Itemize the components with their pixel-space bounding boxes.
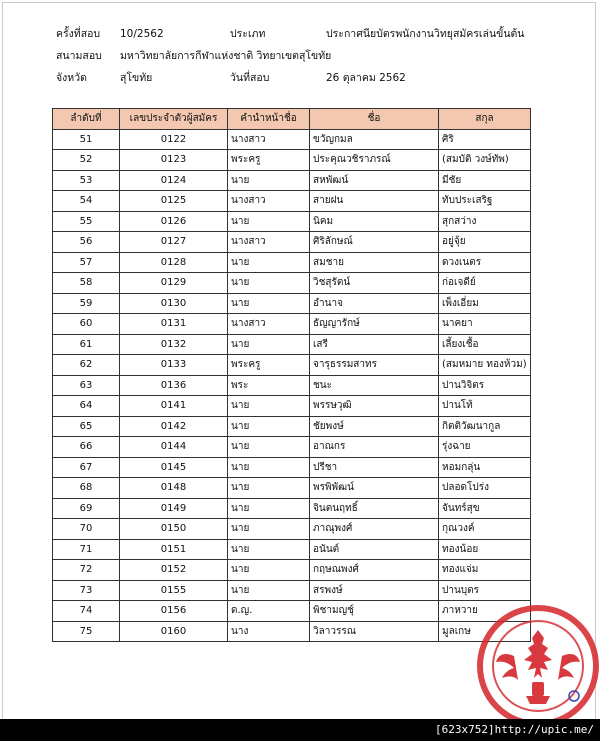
last-name-cell: ปานวิจิตร bbox=[439, 375, 531, 396]
last-name-cell: จันทร์สุข bbox=[439, 498, 531, 519]
applicant-id-cell: 0123 bbox=[120, 150, 228, 171]
applicant-id-cell: 0151 bbox=[120, 539, 228, 560]
order-cell: 55 bbox=[53, 211, 120, 232]
last-name-cell: นาคยา bbox=[439, 314, 531, 335]
applicant-id-cell: 0149 bbox=[120, 498, 228, 519]
first-name-cell: อาณกร bbox=[310, 437, 439, 458]
order-cell: 58 bbox=[53, 273, 120, 294]
first-name-cell: ชนะ bbox=[310, 375, 439, 396]
column-header-title: คำนำหน้าชื่อ bbox=[228, 109, 310, 130]
first-name-cell: สรพงษ์ bbox=[310, 580, 439, 601]
table-row bbox=[53, 150, 531, 171]
venue-label: สนามสอบ bbox=[56, 50, 102, 62]
table-row bbox=[53, 396, 531, 417]
last-name-cell: (สมหมาย ทองห้วม) bbox=[439, 355, 531, 376]
table-row bbox=[53, 478, 531, 499]
table-row bbox=[53, 273, 531, 294]
last-name-cell: ก่อเจดีย์ bbox=[439, 273, 531, 294]
applicant-id-cell: 0155 bbox=[120, 580, 228, 601]
table-row bbox=[53, 601, 531, 622]
applicant-id-cell: 0130 bbox=[120, 293, 228, 314]
title-cell: นาย bbox=[228, 252, 310, 273]
title-cell: พระ bbox=[228, 375, 310, 396]
applicant-id-cell: 0152 bbox=[120, 560, 228, 581]
applicant-id-cell: 0127 bbox=[120, 232, 228, 253]
column-header-applicant-id: เลขประจำตัวผู้สมัคร bbox=[120, 109, 228, 130]
first-name-cell: กฤษณพงศ์ bbox=[310, 560, 439, 581]
table-row bbox=[53, 211, 531, 232]
first-name-cell: พรรษวุฒิ bbox=[310, 396, 439, 417]
first-name-cell: สหพัฒน์ bbox=[310, 170, 439, 191]
table-row bbox=[53, 539, 531, 560]
first-name-cell: จินตนฤทธิ์ bbox=[310, 498, 439, 519]
title-cell: พระครู bbox=[228, 355, 310, 376]
table-row bbox=[53, 191, 531, 212]
order-cell: 64 bbox=[53, 396, 120, 417]
order-cell: 60 bbox=[53, 314, 120, 335]
column-header-first-name: ชื่อ bbox=[310, 109, 439, 130]
order-cell: 52 bbox=[53, 150, 120, 171]
order-cell: 69 bbox=[53, 498, 120, 519]
last-name-cell: (สมบัติ วงษ์ทัพ) bbox=[439, 150, 531, 171]
applicant-id-cell: 0133 bbox=[120, 355, 228, 376]
last-name-cell: ปลอดโปร่ง bbox=[439, 478, 531, 499]
title-cell: นาย bbox=[228, 170, 310, 191]
title-cell: นาย bbox=[228, 293, 310, 314]
image-host-watermark: [623x752]http://upic.me/ bbox=[0, 719, 600, 741]
last-name-cell: ปานบุตร bbox=[439, 580, 531, 601]
last-name-cell: เพ็งเอี่ยม bbox=[439, 293, 531, 314]
first-name-cell: พิชามญชุ์ bbox=[310, 601, 439, 622]
first-name-cell: ประคุณวชิราภรณ์ bbox=[310, 150, 439, 171]
last-name-cell: ปานโท้ bbox=[439, 396, 531, 417]
title-cell: นางสาว bbox=[228, 314, 310, 335]
type-value: ประกาศนียบัตรพนักงานวิทยุสมัครเล่นขั้นต้น bbox=[326, 28, 525, 40]
applicant-id-cell: 0129 bbox=[120, 273, 228, 294]
applicant-id-cell: 0150 bbox=[120, 519, 228, 540]
last-name-cell: สุกสว่าง bbox=[439, 211, 531, 232]
first-name-cell: ธัญญารักษ์ bbox=[310, 314, 439, 335]
table-row bbox=[53, 621, 531, 642]
last-name-cell: หอมกลุ่น bbox=[439, 457, 531, 478]
applicant-id-cell: 0124 bbox=[120, 170, 228, 191]
round-label: ครั้งที่สอบ bbox=[56, 28, 101, 40]
title-cell: นาย bbox=[228, 519, 310, 540]
title-cell: นางสาว bbox=[228, 129, 310, 150]
last-name-cell: ทับประเสริฐ bbox=[439, 191, 531, 212]
first-name-cell: เสรี bbox=[310, 334, 439, 355]
first-name-cell: วิชสุรัตน์ bbox=[310, 273, 439, 294]
table-row bbox=[53, 129, 531, 150]
type-label: ประเภท bbox=[230, 28, 266, 40]
applicant-id-cell: 0128 bbox=[120, 252, 228, 273]
round-value: 10/2562 bbox=[120, 28, 164, 40]
first-name-cell: พรพิพัฒน์ bbox=[310, 478, 439, 499]
title-cell: นาง bbox=[228, 621, 310, 642]
applicant-id-cell: 0125 bbox=[120, 191, 228, 212]
title-cell: นาย bbox=[228, 580, 310, 601]
first-name-cell: ชัยพงษ์ bbox=[310, 416, 439, 437]
order-cell: 51 bbox=[53, 129, 120, 150]
order-cell: 70 bbox=[53, 519, 120, 540]
table-header-row bbox=[53, 109, 531, 130]
table-row bbox=[53, 580, 531, 601]
garuda-seal-icon bbox=[474, 600, 600, 730]
last-name-cell: เลี้ยงเชื้อ bbox=[439, 334, 531, 355]
last-name-cell: ภาหวาย bbox=[439, 601, 531, 622]
title-cell: นาย bbox=[228, 334, 310, 355]
title-cell: นาย bbox=[228, 478, 310, 499]
title-cell: นางสาว bbox=[228, 232, 310, 253]
table-row bbox=[53, 355, 531, 376]
table-row bbox=[53, 252, 531, 273]
order-cell: 71 bbox=[53, 539, 120, 560]
order-cell: 72 bbox=[53, 560, 120, 581]
province-value: สุโขทัย bbox=[120, 72, 153, 84]
order-cell: 74 bbox=[53, 601, 120, 622]
table-row bbox=[53, 293, 531, 314]
table-row bbox=[53, 314, 531, 335]
applicant-id-cell: 0131 bbox=[120, 314, 228, 335]
order-cell: 73 bbox=[53, 580, 120, 601]
order-cell: 62 bbox=[53, 355, 120, 376]
table-row bbox=[53, 170, 531, 191]
candidate-table bbox=[52, 108, 531, 642]
title-cell: นาย bbox=[228, 560, 310, 581]
table-row bbox=[53, 437, 531, 458]
table-row bbox=[53, 416, 531, 437]
applicant-id-cell: 0144 bbox=[120, 437, 228, 458]
title-cell: นาย bbox=[228, 211, 310, 232]
order-cell: 61 bbox=[53, 334, 120, 355]
venue-value: มหาวิทยาลัยการกีฬาแห่งชาติ วิทยาเขตสุโขทัย bbox=[120, 50, 332, 62]
applicant-id-cell: 0145 bbox=[120, 457, 228, 478]
column-header-last-name: สกุล bbox=[439, 109, 531, 130]
order-cell: 56 bbox=[53, 232, 120, 253]
table-row bbox=[53, 334, 531, 355]
applicant-id-cell: 0136 bbox=[120, 375, 228, 396]
title-cell: นาย bbox=[228, 539, 310, 560]
first-name-cell: ภาณุพงศ์ bbox=[310, 519, 439, 540]
title-cell: ด.ญ. bbox=[228, 601, 310, 622]
last-name-cell: อยู่จุ้ย bbox=[439, 232, 531, 253]
exam-date-label: วันที่สอบ bbox=[230, 72, 270, 84]
first-name-cell: สมชาย bbox=[310, 252, 439, 273]
order-cell: 67 bbox=[53, 457, 120, 478]
title-cell: นาย bbox=[228, 273, 310, 294]
applicant-id-cell: 0142 bbox=[120, 416, 228, 437]
first-name-cell: ขวัญกมล bbox=[310, 129, 439, 150]
order-cell: 66 bbox=[53, 437, 120, 458]
last-name-cell: มีชัย bbox=[439, 170, 531, 191]
table-row bbox=[53, 375, 531, 396]
first-name-cell: จารุธรรมสาทร bbox=[310, 355, 439, 376]
applicant-id-cell: 0160 bbox=[120, 621, 228, 642]
exam-date-value: 26 ตุลาคม 2562 bbox=[326, 72, 406, 84]
title-cell: นาย bbox=[228, 396, 310, 417]
title-cell: นาย bbox=[228, 416, 310, 437]
first-name-cell: อนันต์ bbox=[310, 539, 439, 560]
table-row bbox=[53, 232, 531, 253]
last-name-cell: กิตติวัฒนากูล bbox=[439, 416, 531, 437]
order-cell: 59 bbox=[53, 293, 120, 314]
title-cell: พระครู bbox=[228, 150, 310, 171]
applicant-id-cell: 0156 bbox=[120, 601, 228, 622]
first-name-cell: นิคม bbox=[310, 211, 439, 232]
last-name-cell: ศิริ bbox=[439, 129, 531, 150]
applicant-id-cell: 0132 bbox=[120, 334, 228, 355]
first-name-cell: ปรีชา bbox=[310, 457, 439, 478]
table-row bbox=[53, 560, 531, 581]
province-label: จังหวัด bbox=[56, 72, 87, 84]
last-name-cell: กุณวงค์ bbox=[439, 519, 531, 540]
applicant-id-cell: 0122 bbox=[120, 129, 228, 150]
last-name-cell: ทองแจ่ม bbox=[439, 560, 531, 581]
order-cell: 53 bbox=[53, 170, 120, 191]
first-name-cell: สายฝน bbox=[310, 191, 439, 212]
order-cell: 63 bbox=[53, 375, 120, 396]
title-cell: นาย bbox=[228, 457, 310, 478]
title-cell: นางสาว bbox=[228, 191, 310, 212]
order-cell: 68 bbox=[53, 478, 120, 499]
table-row bbox=[53, 457, 531, 478]
order-cell: 75 bbox=[53, 621, 120, 642]
order-cell: 54 bbox=[53, 191, 120, 212]
applicant-id-cell: 0141 bbox=[120, 396, 228, 417]
applicant-id-cell: 0148 bbox=[120, 478, 228, 499]
order-cell: 57 bbox=[53, 252, 120, 273]
title-cell: นาย bbox=[228, 498, 310, 519]
title-cell: นาย bbox=[228, 437, 310, 458]
order-cell: 65 bbox=[53, 416, 120, 437]
applicant-id-cell: 0126 bbox=[120, 211, 228, 232]
column-header-order: ลำดับที่ bbox=[53, 109, 120, 130]
last-name-cell: ทองน้อย bbox=[439, 539, 531, 560]
first-name-cell: วิลาวรรณ bbox=[310, 621, 439, 642]
first-name-cell: อำนาจ bbox=[310, 293, 439, 314]
last-name-cell: มูลเกษ bbox=[439, 621, 531, 642]
first-name-cell: ศิริลักษณ์ bbox=[310, 232, 439, 253]
table-row bbox=[53, 519, 531, 540]
last-name-cell: ดวงเนตร bbox=[439, 252, 531, 273]
last-name-cell: รุ่งฉาย bbox=[439, 437, 531, 458]
table-row bbox=[53, 498, 531, 519]
